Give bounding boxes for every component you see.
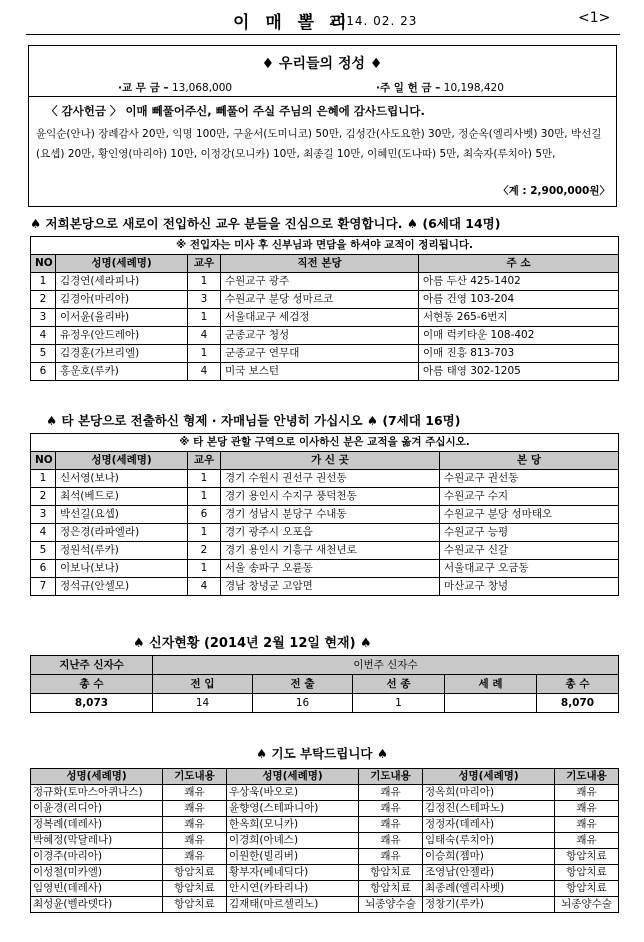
- prayer-intent: 항암치료: [359, 865, 423, 881]
- prayer-header-4: 성명(세례명): [423, 769, 555, 785]
- newcomers-cell: 이매 럭키타운 108-402: [419, 327, 619, 345]
- newcomers-header-0: NO: [31, 255, 56, 273]
- movers-cell: 2: [188, 542, 221, 560]
- prayer-intent: 쾌유: [163, 801, 227, 817]
- this-total-value: 8,070: [537, 694, 619, 713]
- table-row: [31, 817, 619, 833]
- prayer-table: [30, 768, 619, 913]
- stat-col-transfer-in: 전 입: [153, 675, 253, 694]
- newcomers-cell: 아름 두산 425-1402: [419, 273, 619, 291]
- movers-header-4: 본 당: [440, 452, 619, 470]
- movers-cell: 경기 용인시 기흥구 새천년로: [221, 542, 440, 560]
- prayer-name: 황부자(베네딕다): [227, 865, 359, 881]
- table-row: [31, 345, 619, 363]
- prayer-intent: 쾌유: [359, 801, 423, 817]
- prayer-intent: 항암치료: [555, 881, 619, 897]
- prayer-name: 임영빈(데레사): [31, 881, 163, 897]
- stats-title: ♠ 신자현황 (2014년 2월 12일 현재) ♠: [133, 636, 372, 651]
- offering-total: 〈계 : 2,900,000원〉: [498, 185, 610, 197]
- stat-transfer-in: 14: [153, 694, 253, 713]
- newcomers-cell: 김경연(세라피나): [56, 273, 188, 291]
- movers-title: ♠ 타 본당으로 전출하신 형제 · 자매님들 안녕히 가십시오 ♠ (7세대 16명): [46, 413, 461, 428]
- table-row: [31, 897, 619, 913]
- newcomers-header-2: 교우: [188, 255, 221, 273]
- movers-cell: 1: [31, 470, 56, 488]
- movers-cell: 경남 창녕군 고암면: [221, 578, 440, 596]
- prayer-intent: 쾌유: [555, 785, 619, 801]
- movers-cell: 경기 수원시 권선구 권선동: [221, 470, 440, 488]
- prayer-name: 한옥희(모니카): [227, 817, 359, 833]
- movers-cell: 경기 용인시 수지구 풍덕천동: [221, 488, 440, 506]
- movers-cell: 1: [188, 470, 221, 488]
- table-row: [31, 291, 619, 309]
- newcomers-header-3: 직전 본당: [221, 255, 419, 273]
- prayer-name: 이윤경(리디아): [31, 801, 163, 817]
- movers-cell: 4: [188, 578, 221, 596]
- prayer-header-5: 기도내용: [555, 769, 619, 785]
- newcomers-cell: 1: [188, 309, 221, 327]
- prayer-name: 최성윤(벨라뎃다): [31, 897, 163, 913]
- prayer-intent: 뇌종양수술: [555, 897, 619, 913]
- prayer-intent: 뇌종양수술: [359, 897, 423, 913]
- last-total-label: 총 수: [31, 675, 153, 694]
- newcomers-cell: 김경아(마리아): [56, 291, 188, 309]
- prayer-intent: 항암치료: [163, 881, 227, 897]
- movers-cell: 3: [31, 506, 56, 524]
- newcomers-cell: 수원교구 광주: [221, 273, 419, 291]
- prayer-name: 이원한(빌리버): [227, 849, 359, 865]
- movers-cell: 수원교구 분당 성마태오: [440, 506, 619, 524]
- prayer-name: 정창기(루카): [423, 897, 555, 913]
- prayer-name: 이성철(미카엘): [31, 865, 163, 881]
- prayer-intent: 항암치료: [163, 897, 227, 913]
- newcomers-cell: 2: [31, 291, 56, 309]
- bulletin-date: 2014. 02. 23: [329, 14, 418, 28]
- table-row: [31, 542, 619, 560]
- movers-header-3: 가 신 곳: [221, 452, 440, 470]
- movers-cell: 정원석(루카): [56, 542, 188, 560]
- offering-title: ♦ 우리들의 정성 ♦: [261, 56, 383, 72]
- table-row: [31, 309, 619, 327]
- header-rule: [26, 34, 620, 35]
- movers-cell: 수원교구 신갈: [440, 542, 619, 560]
- movers-notice: ※ 타 본당 관할 구역으로 이사하신 분은 교적을 옮겨 주십시오.: [31, 434, 619, 452]
- newcomers-cell: 군종교구 청성: [221, 327, 419, 345]
- newcomers-cell: 4: [188, 363, 221, 381]
- monthly-offering: [118, 80, 232, 95]
- movers-cell: 최석(베드로): [56, 488, 188, 506]
- movers-cell: 2: [31, 488, 56, 506]
- movers-cell: 신서영(보나): [56, 470, 188, 488]
- thanks-heading: 〈 감사헌금 〉 이매 뻬풀어주신, 뻬풀어 주실 주님의 은혜에 감사드립니다.: [46, 104, 425, 118]
- newcomers-title: ♠ 저희본당으로 새로이 전입하신 교우 분들을 진심으로 환영합니다. ♠ (6세대 14명): [30, 216, 501, 231]
- newcomers-cell: 1: [31, 273, 56, 291]
- table-row: [31, 833, 619, 849]
- movers-header-1: 성명(세례명): [56, 452, 188, 470]
- prayer-intent: 항암치료: [555, 849, 619, 865]
- prayer-header-row: [31, 769, 619, 785]
- newcomers-cell: 아름 건영 103-204: [419, 291, 619, 309]
- movers-cell: 서울대교구 오금동: [440, 560, 619, 578]
- movers-cell: 수원교구 권선동: [440, 470, 619, 488]
- table-row: [31, 801, 619, 817]
- newcomers-cell: 군종교구 연무대: [221, 345, 419, 363]
- newcomers-cell: 3: [188, 291, 221, 309]
- prayer-name: 안시연(카타리나): [227, 881, 359, 897]
- table-row: [31, 506, 619, 524]
- movers-cell: 수원교구 수지: [440, 488, 619, 506]
- prayer-intent: 쾌유: [555, 833, 619, 849]
- prayer-name: 정복례(데레사): [31, 817, 163, 833]
- movers-cell: 1: [188, 524, 221, 542]
- prayer-intent: 쾌유: [163, 817, 227, 833]
- newcomers-table: [30, 236, 619, 381]
- movers-header-2: 교우: [188, 452, 221, 470]
- prayer-name: 최종례(엘리사벳): [423, 881, 555, 897]
- newcomers-header-1: 성명(세례명): [56, 255, 188, 273]
- offering-divider: [29, 96, 616, 97]
- movers-cell: 서울 송파구 오륜동: [221, 560, 440, 578]
- prayer-name: 이승희(젬마): [423, 849, 555, 865]
- stat-col-deceased: 선 종: [353, 675, 445, 694]
- newcomers-header-row: [31, 255, 619, 273]
- stats-table: [30, 655, 619, 713]
- movers-cell: 이보나(보나): [56, 560, 188, 578]
- prayer-header-0: 성명(세례명): [31, 769, 163, 785]
- prayer-name: 이경주(마리아): [31, 849, 163, 865]
- newcomers-cell: 3: [31, 309, 56, 327]
- sunday-offering: [376, 80, 504, 95]
- table-row: [31, 524, 619, 542]
- prayer-name: 우상욱(바오로): [227, 785, 359, 801]
- prayer-name: 임태숙(루치아): [423, 833, 555, 849]
- newcomers-cell: 5: [31, 345, 56, 363]
- newcomers-cell: 이매 진흥 813-703: [419, 345, 619, 363]
- movers-cell: 6: [188, 506, 221, 524]
- prayer-name: 정옥희(마리아): [423, 785, 555, 801]
- stat-transfer-out: 16: [253, 694, 353, 713]
- newcomers-cell: 미국 보스턴: [221, 363, 419, 381]
- table-row: [31, 849, 619, 865]
- sunday-offering-label: ·주 일 헌 금 –: [376, 82, 441, 94]
- prayer-intent: 항암치료: [163, 865, 227, 881]
- prayer-intent: 쾌유: [555, 801, 619, 817]
- monthly-offering-value: 13,068,000: [171, 82, 233, 94]
- prayer-intent: 항암치료: [555, 865, 619, 881]
- prayer-intent: 쾌유: [555, 817, 619, 833]
- movers-cell: 4: [31, 524, 56, 542]
- movers-cell: 7: [31, 578, 56, 596]
- last-week-label: 지난주 신자수: [31, 656, 153, 675]
- prayer-header-2: 성명(세례명): [227, 769, 359, 785]
- prayer-intent: 쾌유: [163, 785, 227, 801]
- prayer-intent: 쾌유: [163, 833, 227, 849]
- movers-header-row: [31, 452, 619, 470]
- sunday-offering-value: 10,198,420: [443, 82, 504, 94]
- prayer-header-1: 기도내용: [163, 769, 227, 785]
- prayer-name: 조영남(안젤라): [423, 865, 555, 881]
- prayer-name: 박혜정(막달레나): [31, 833, 163, 849]
- this-week-label: 이번주 신자수: [153, 656, 619, 675]
- prayer-name: 윤향영(스테파니아): [227, 801, 359, 817]
- bulletin-title: 이 매 뽈 리: [233, 13, 352, 33]
- movers-cell: 6: [31, 560, 56, 578]
- prayer-name: 정규화(토마스아퀴나스): [31, 785, 163, 801]
- monthly-offering-label: ·교 무 금 –: [118, 82, 169, 94]
- newcomers-cell: 4: [31, 327, 56, 345]
- table-row: [31, 560, 619, 578]
- prayer-intent: 쾌유: [359, 785, 423, 801]
- donor-list: 윤익순(안나) 장례감사 20만, 익명 100만, 구윤서(도미니코) 50만, 김성간(사도요한) 30만, 정순옥(엘리사벳) 30만, 박선길(요셉) 20만, 황인영(마리아) 10만, 이정강(모니카) 10만, 최종길 10만, 이혜민(도나따) 5만, 최숙자(루치아) 5만,: [36, 128, 602, 160]
- newcomers-cell: 1: [188, 273, 221, 291]
- movers-cell: 1: [188, 488, 221, 506]
- movers-cell: 수원교구 능평: [440, 524, 619, 542]
- prayer-header-3: 기도내용: [359, 769, 423, 785]
- prayer-intent: 쾌유: [359, 833, 423, 849]
- movers-header-0: NO: [31, 452, 56, 470]
- this-total-label: 총 수: [537, 675, 619, 694]
- table-row: [31, 488, 619, 506]
- movers-cell: 경기 성남시 분당구 수내동: [221, 506, 440, 524]
- movers-cell: 정석규(안셀모): [56, 578, 188, 596]
- prayer-name: 김재태(마르셀리노): [227, 897, 359, 913]
- newcomers-notice: ※ 전입자는 미사 후 신부님과 면담을 하셔야 교적이 정리됩니다.: [31, 237, 619, 255]
- table-row: [31, 273, 619, 291]
- movers-cell: 정은경(라파엘라): [56, 524, 188, 542]
- table-row: [31, 785, 619, 801]
- newcomers-cell: 6: [31, 363, 56, 381]
- page-number: <1>: [578, 10, 611, 26]
- prayer-intent: 쾌유: [359, 849, 423, 865]
- movers-cell: 경기 광주시 오포읍: [221, 524, 440, 542]
- prayer-name: 이경희(아녜스): [227, 833, 359, 849]
- prayer-title: ♠ 기도 부탁드립니다 ♠: [255, 746, 389, 761]
- prayer-name: 정정자(데레사): [423, 817, 555, 833]
- table-row: [31, 881, 619, 897]
- movers-cell: 5: [31, 542, 56, 560]
- prayer-name: 김정진(스테파노): [423, 801, 555, 817]
- newcomers-cell: 서울대교구 세검정: [221, 309, 419, 327]
- stat-col-transfer-out: 전 출: [253, 675, 353, 694]
- newcomers-cell: 홍운호(루카): [56, 363, 188, 381]
- movers-cell: 1: [188, 560, 221, 578]
- newcomers-header-4: 주 소: [419, 255, 619, 273]
- newcomers-cell: 1: [188, 345, 221, 363]
- newcomers-cell: 이서윤(율리바): [56, 309, 188, 327]
- table-row: [31, 327, 619, 345]
- movers-cell: 마산교구 창녕: [440, 578, 619, 596]
- stat-col-baptism: 세 례: [445, 675, 537, 694]
- newcomers-cell: 4: [188, 327, 221, 345]
- stat-baptism: [445, 694, 537, 713]
- stat-deceased: 1: [353, 694, 445, 713]
- table-row: [31, 578, 619, 596]
- newcomers-cell: 아름 태영 302-1205: [419, 363, 619, 381]
- table-row: [31, 865, 619, 881]
- newcomers-cell: 유정우(안드레아): [56, 327, 188, 345]
- last-total-value: 8,073: [31, 694, 153, 713]
- table-row: [31, 363, 619, 381]
- movers-cell: 박선길(요셉): [56, 506, 188, 524]
- movers-table: [30, 433, 619, 596]
- newcomers-cell: 수원교구 분당 성마르코: [221, 291, 419, 309]
- table-row: [31, 470, 619, 488]
- newcomers-cell: 김경훈(가브리엘): [56, 345, 188, 363]
- newcomers-cell: 서현동 265-6번지: [419, 309, 619, 327]
- prayer-intent: 쾌유: [359, 817, 423, 833]
- prayer-intent: 항암치료: [359, 881, 423, 897]
- prayer-intent: 쾌유: [163, 849, 227, 865]
